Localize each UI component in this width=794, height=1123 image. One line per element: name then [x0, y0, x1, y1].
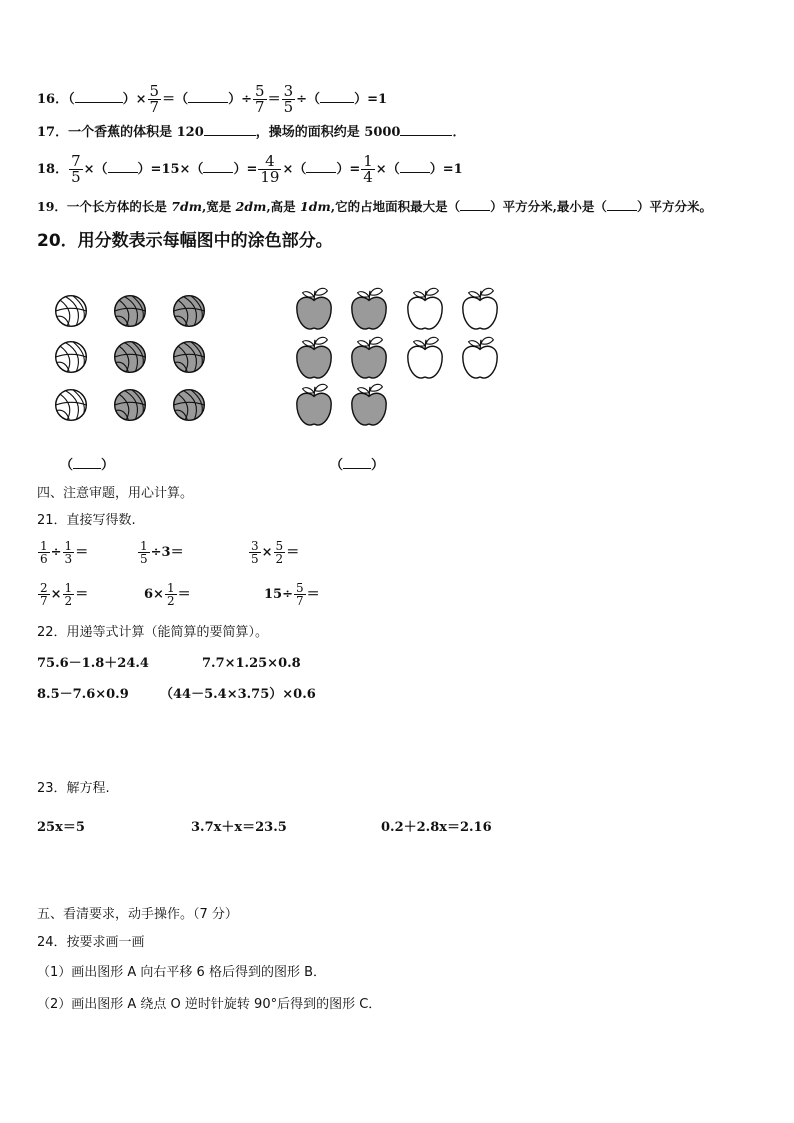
apple-icon [408, 288, 442, 329]
apple-icon [297, 337, 331, 378]
q20-answer-2: （ ） [330, 458, 385, 473]
calc-expression: 75.6－1.8＋24.4 [37, 656, 149, 671]
question-23-title: 23．解方程. [37, 781, 110, 796]
fraction: $\frac{5}{7}$ [255, 82, 265, 116]
fraction: $\frac{4}{19}$ [260, 152, 280, 186]
calc-item: $\frac{1}{5}$ ÷3＝ [140, 539, 184, 566]
apple-icon [352, 384, 386, 425]
basketball-icon [174, 296, 205, 327]
equation: 0.2＋2.8x＝2.16 [381, 820, 492, 835]
apple-icon [463, 288, 497, 329]
apple-icon [408, 337, 442, 378]
question-20: 20．用分数表示每幅图中的涂色部分。 [37, 231, 333, 251]
answer-blank[interactable] [73, 468, 101, 469]
question-number: 16． [37, 92, 69, 107]
apple-icon [297, 288, 331, 329]
section-heading: 五、看清要求，动手操作。（7 分） [37, 907, 238, 922]
basketball-icon [115, 342, 146, 373]
apple-icon [352, 337, 386, 378]
instruction-2: （2）画出图形 A 绕点 O 逆时针旋转 90°后得到的图形 C． [37, 997, 382, 1012]
calc-item: $\frac{3}{5}$ × $\frac{5}{2}$ ＝ [251, 539, 300, 566]
q20-answer-1: （ ） [60, 458, 115, 473]
basketball-icon [115, 390, 146, 421]
basketball-icon [56, 296, 87, 327]
question-21-title: 21．直接写得数. [37, 513, 136, 528]
apple-icon [352, 288, 386, 329]
calc-expression: （44－5.4×3.75）×0.6 [160, 687, 316, 702]
section-heading: 四、注意审题，用心计算。 [37, 486, 194, 501]
basketball-icon [56, 390, 87, 421]
instruction-1: （1）画出图形 A 向右平移 6 格后得到的图形 B． [37, 965, 327, 980]
fraction: $\frac{5}{7}$ [149, 82, 160, 116]
fraction: $\frac{7}{5}$ [71, 152, 81, 186]
basketball-grid [56, 296, 205, 421]
question-title: 用分数表示每幅图中的涂色部分。 [77, 231, 333, 251]
basketball-icon [56, 342, 87, 373]
question-19: 19．一个长方体的长是 7dm,宽是 2dm,高是 1dm,它的占地面积最大是（ ）平方分米,最小是（ ）平方分米。 [37, 199, 712, 214]
basketball-icon [174, 390, 205, 421]
question-24-title: 24．按要求画一画 [37, 935, 145, 950]
calc-item: 6× $\frac{1}{2}$ ＝ [144, 581, 191, 608]
q20-figures [0, 0, 794, 480]
question-22-title: 22．用递等式计算（能简算的要简算）。 [37, 625, 269, 640]
question-16: 16．（ ）× $\frac{5}{7}$ ＝（ ）÷ $\frac{5}{7}$ ＝ $\frac{3}{5}$ ÷（ ）=1 [37, 82, 388, 116]
calc-item: 15÷ $\frac{5}{7}$ ＝ [264, 581, 320, 608]
fraction: $\frac{3}{5}$ [283, 82, 294, 116]
question-18: 18． $\frac{7}{5}$ ×（ ）=15×（ ）= $\frac{4}{19}$ ×（ ）= $\frac{1}{4}$ ×（ ）=1 [37, 152, 463, 186]
apple-icon [297, 384, 331, 425]
calc-item: $\frac{1}{6}$ ÷ $\frac{1}{3}$ ＝ [40, 539, 89, 566]
calc-expression: 7.7×1.25×0.8 [202, 656, 301, 671]
answer-blank[interactable] [343, 468, 371, 469]
apple-grid [297, 288, 497, 425]
equation: 3.7x＋x＝23.5 [191, 820, 287, 835]
fraction: $\frac{1}{4}$ [363, 152, 373, 186]
basketball-icon [174, 342, 205, 373]
calc-expression: 8.5－7.6×0.9 [37, 687, 129, 702]
equation: 25x＝5 [37, 820, 85, 835]
basketball-icon [115, 296, 146, 327]
question-17: 17．一个香蕉的体积是 120 ，操场的面积约是 5000 ． [37, 125, 466, 140]
apple-icon [463, 337, 497, 378]
calc-item: $\frac{2}{7}$ × $\frac{1}{2}$ ＝ [40, 581, 89, 608]
